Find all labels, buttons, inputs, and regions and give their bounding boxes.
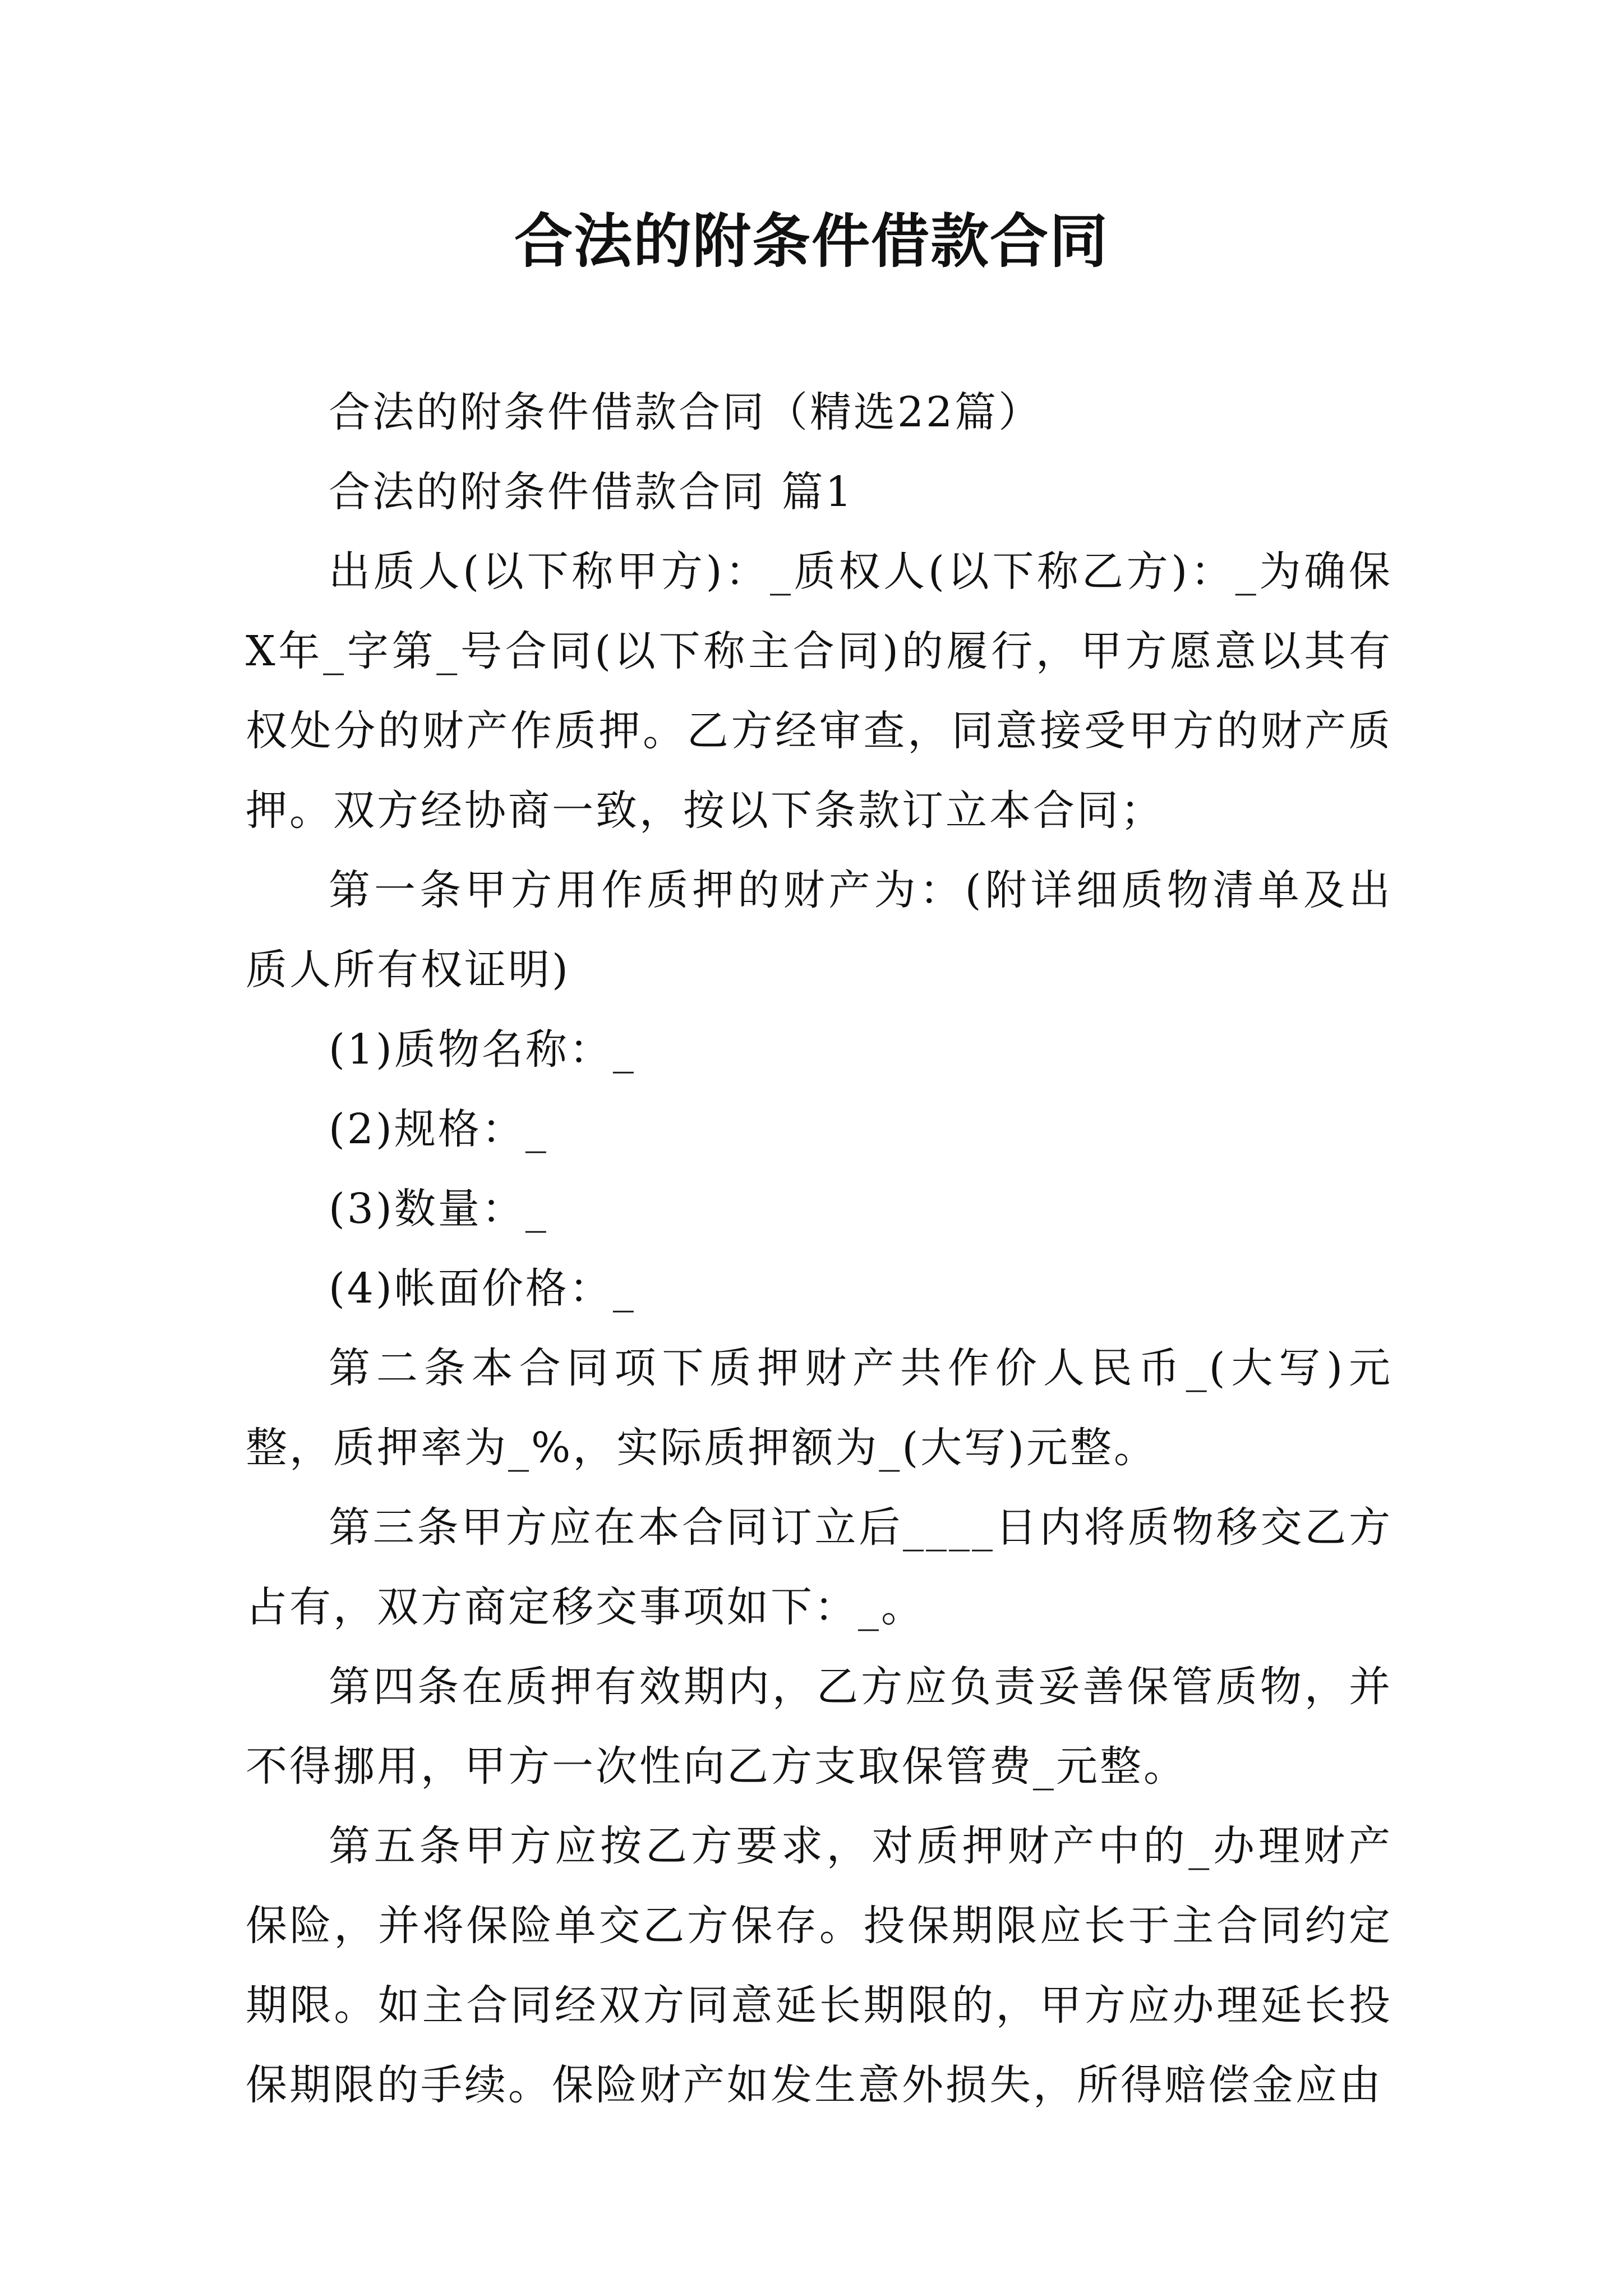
- paragraph: 出质人(以下称甲方)：_质权人(以下称乙方)：_为确保X年_字第_号合同(以下称主合同)的履行，甲方愿意以其有权处分的财产作质押。乙方经审查，同意接受甲方的财产质押。双方经协商一致，按以下条款订立本合同；: [246, 547, 1393, 835]
- document-body: [246, 372, 1393, 2125]
- paragraph: (4)帐面价格：_: [329, 1264, 636, 1313]
- document-title: 合法的附条件借款合同: [514, 206, 1109, 275]
- paragraph: 合法的附条件借款合同 篇1: [329, 468, 854, 516]
- paragraph: (2)规格：_: [329, 1105, 548, 1153]
- paragraph: 第四条在质押有效期内，乙方应负责妥善保管质物，并不得挪用，甲方一次性向乙方支取保管费_元整。: [246, 1663, 1393, 1791]
- paragraph: (3)数量：_: [329, 1185, 548, 1233]
- paragraph: 第五条甲方应按乙方要求，对质押财产中的_办理财产保险，并将保险单交乙方保存。投保期限应长于主合同约定期限。如主合同经双方同意延长期限的，甲方应办理延长投保期限的手续。保险财产如发生意外损失，所得赔偿金应由: [246, 1822, 1393, 2109]
- paragraph: (1)质物名称：_: [329, 1025, 636, 1074]
- paragraph: 合法的附条件借款合同（精选22篇）: [329, 388, 1043, 436]
- paragraph: 第一条甲方用作质押的财产为：(附详细质物清单及出质人所有权证明): [246, 866, 1393, 994]
- paragraph: 第三条甲方应在本合同订立后____日内将质物移交乙方占有，双方商定移交事项如下：_。: [246, 1503, 1393, 1631]
- paragraph: 第二条本合同项下质押财产共作价人民币_(大写)元整，质押率为_%，实际质押额为_(大写)元整。: [246, 1344, 1393, 1472]
